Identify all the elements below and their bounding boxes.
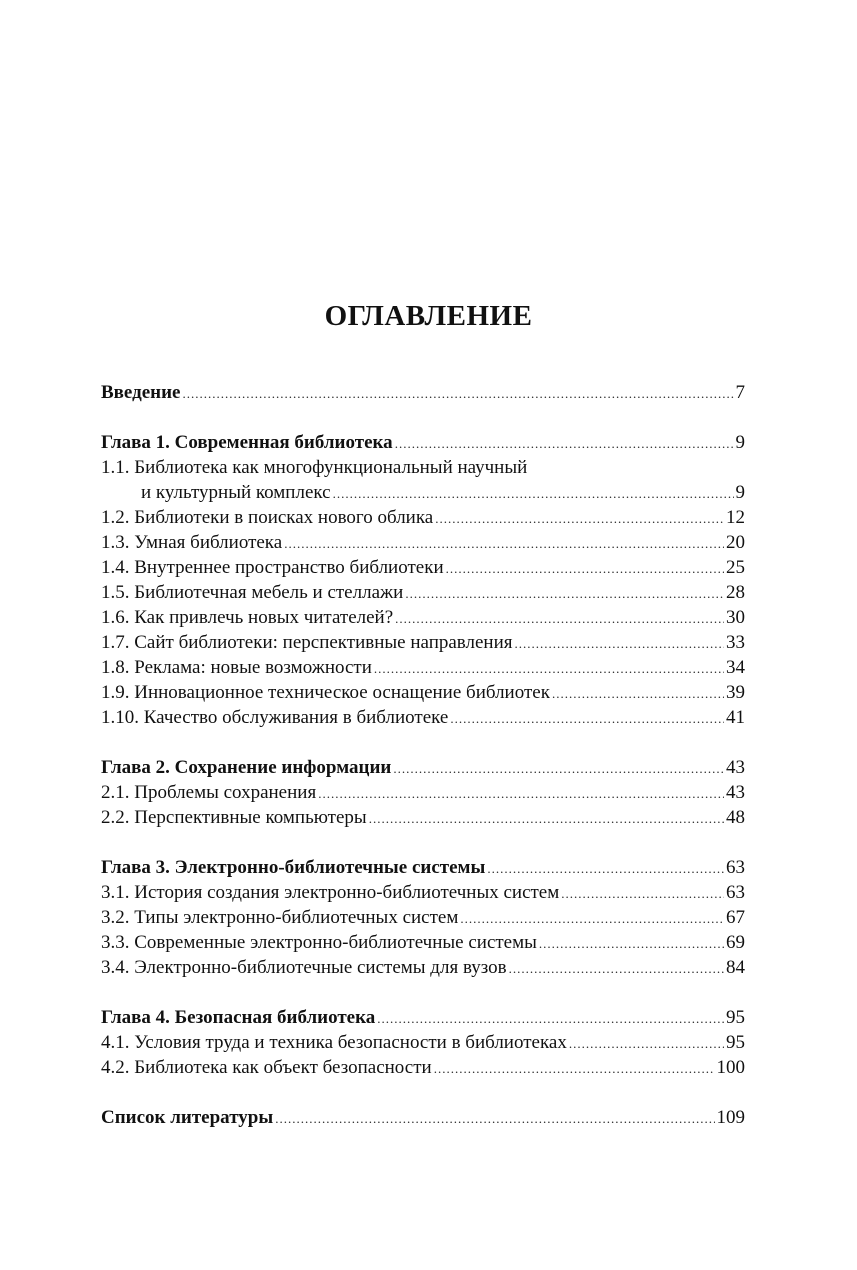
dot-leader (318, 781, 724, 806)
dot-leader (393, 756, 724, 781)
toc-entry-label: 4.1. Условия труда и техника безопасности в библиотеках (101, 1032, 567, 1053)
toc-entry-introduction[interactable] (101, 380, 745, 405)
dot-leader (377, 1006, 724, 1031)
toc-entry-section-1-1-line-2[interactable] (101, 480, 745, 505)
toc-page-number: 7 (735, 382, 745, 403)
dot-leader (515, 631, 724, 656)
toc-page-number: 95 (726, 1007, 745, 1028)
toc-entry-chapter-2[interactable] (101, 755, 745, 780)
toc-page-number: 33 (726, 632, 745, 653)
toc-entry-section-3-1[interactable] (101, 880, 745, 905)
toc-entry-label: Глава 1. Современная библиотека (101, 432, 393, 453)
toc-page-number: 30 (726, 607, 745, 628)
dot-leader (284, 531, 724, 556)
toc-entry-label: 2.1. Проблемы сохранения (101, 782, 317, 803)
toc-page-number: 43 (726, 782, 745, 803)
toc-page-number: 95 (726, 1032, 745, 1053)
toc-page-number: 12 (726, 507, 745, 528)
dot-leader (395, 431, 734, 456)
dot-leader (435, 506, 724, 531)
toc-page-number: 28 (726, 582, 745, 603)
toc-entry-label: Глава 2. Сохранение информации (101, 757, 392, 778)
toc-entry-section-2-2[interactable] (101, 805, 745, 830)
toc-entry-label: 1.6. Как привлечь новых читателей? (101, 607, 394, 628)
toc-entry-section-1-7[interactable] (101, 630, 745, 655)
toc-entry-section-1-5[interactable] (101, 580, 745, 605)
toc-entry-section-1-8[interactable] (101, 655, 745, 680)
toc-entry-label: 1.7. Сайт библиотеки: перспективные направления (101, 632, 513, 653)
toc-entry-label: Глава 4. Безопасная библиотека (101, 1007, 376, 1028)
toc-entry-label: Глава 3. Электронно-библиотечные системы (101, 857, 486, 878)
dot-leader (460, 906, 724, 931)
toc-page-number: 25 (726, 557, 745, 578)
dot-leader (395, 606, 724, 631)
toc-entry-label: 1.10. Качество обслуживания в библиотеке (101, 707, 449, 728)
toc-entry-section-4-1[interactable] (101, 1030, 745, 1055)
toc-page-number: 20 (726, 532, 745, 553)
toc-entry-section-4-2[interactable] (101, 1055, 745, 1080)
dot-leader (434, 1056, 715, 1081)
dot-leader (569, 1031, 724, 1056)
table-of-contents (101, 380, 745, 1130)
toc-entry-section-1-4[interactable] (101, 555, 745, 580)
dot-leader (446, 556, 724, 581)
dot-leader (405, 581, 724, 606)
toc-page-number: 48 (726, 807, 745, 828)
toc-entry-label: 3.3. Современные электронно-библиотечные системы (101, 932, 537, 953)
toc-entry-label: Список литературы (101, 1107, 274, 1128)
toc-entry-section-1-1-line-1[interactable] (101, 455, 745, 480)
toc-entry-section-3-3[interactable] (101, 930, 745, 955)
toc-entry-chapter-3[interactable] (101, 855, 745, 880)
dot-leader (369, 806, 724, 831)
toc-page-number: 67 (726, 907, 745, 928)
toc-page-number: 63 (726, 857, 745, 878)
toc-entry-section-3-2[interactable] (101, 905, 745, 930)
toc-entry-section-1-3[interactable] (101, 530, 745, 555)
dot-leader (539, 931, 724, 956)
toc-entry-label: 1.3. Умная библиотека (101, 532, 283, 553)
dot-leader (333, 481, 734, 506)
toc-entry-chapter-1[interactable] (101, 430, 745, 455)
toc-page-number: 69 (726, 932, 745, 953)
dot-leader (374, 656, 724, 681)
toc-entry-section-1-10[interactable] (101, 705, 745, 730)
toc-page-number: 34 (726, 657, 745, 678)
toc-entry-references[interactable] (101, 1105, 745, 1130)
toc-entry-section-2-1[interactable] (101, 780, 745, 805)
toc-entry-section-1-6[interactable] (101, 605, 745, 630)
toc-entry-label: 3.4. Электронно-библиотечные системы для вузов (101, 957, 507, 978)
dot-leader (509, 956, 724, 981)
dot-leader (275, 1106, 714, 1131)
toc-entry-section-1-9[interactable] (101, 680, 745, 705)
dot-leader (552, 681, 724, 706)
toc-page-number: 109 (716, 1107, 745, 1128)
toc-entry-chapter-4[interactable] (101, 1005, 745, 1030)
toc-entry-section-3-4[interactable] (101, 955, 745, 980)
toc-entry-label: 1.5. Библиотечная мебель и стеллажи (101, 582, 404, 603)
toc-entry-label: 4.2. Библиотека как объект безопасности (101, 1057, 432, 1078)
toc-entry-section-1-2[interactable] (101, 505, 745, 530)
dot-leader (183, 381, 734, 406)
toc-entry-label: Введение (101, 382, 181, 403)
toc-entry-label: 1.8. Реклама: новые возможности (101, 657, 372, 678)
dot-leader (450, 706, 724, 731)
toc-entry-label: 2.2. Перспективные компьютеры (101, 807, 367, 828)
toc-page-number: 84 (726, 957, 745, 978)
page-title: ОГЛАВЛЕНИЕ (324, 300, 533, 332)
toc-entry-label: 1.9. Инновационное техническое оснащение библиотек (101, 682, 550, 703)
toc-entry-label: 1.1. Библиотека как многофункциональный научный (101, 457, 528, 478)
toc-page-number: 9 (735, 432, 745, 453)
toc-entry-label: и культурный комплекс (141, 482, 331, 503)
dot-leader (561, 881, 724, 906)
toc-page-number: 63 (726, 882, 745, 903)
dot-leader (487, 856, 724, 881)
toc-page-number: 9 (735, 482, 745, 503)
toc-entry-label: 3.2. Типы электронно-библиотечных систем (101, 907, 459, 928)
toc-entry-label: 1.2. Библиотеки в поисках нового облика (101, 507, 434, 528)
toc-entry-label: 1.4. Внутреннее пространство библиотеки (101, 557, 444, 578)
toc-page-number: 100 (716, 1057, 745, 1078)
toc-page-number: 41 (726, 707, 745, 728)
toc-page-number: 43 (726, 757, 745, 778)
toc-entry-label: 3.1. История создания электронно-библиотечных систем (101, 882, 560, 903)
toc-page-number: 39 (726, 682, 745, 703)
